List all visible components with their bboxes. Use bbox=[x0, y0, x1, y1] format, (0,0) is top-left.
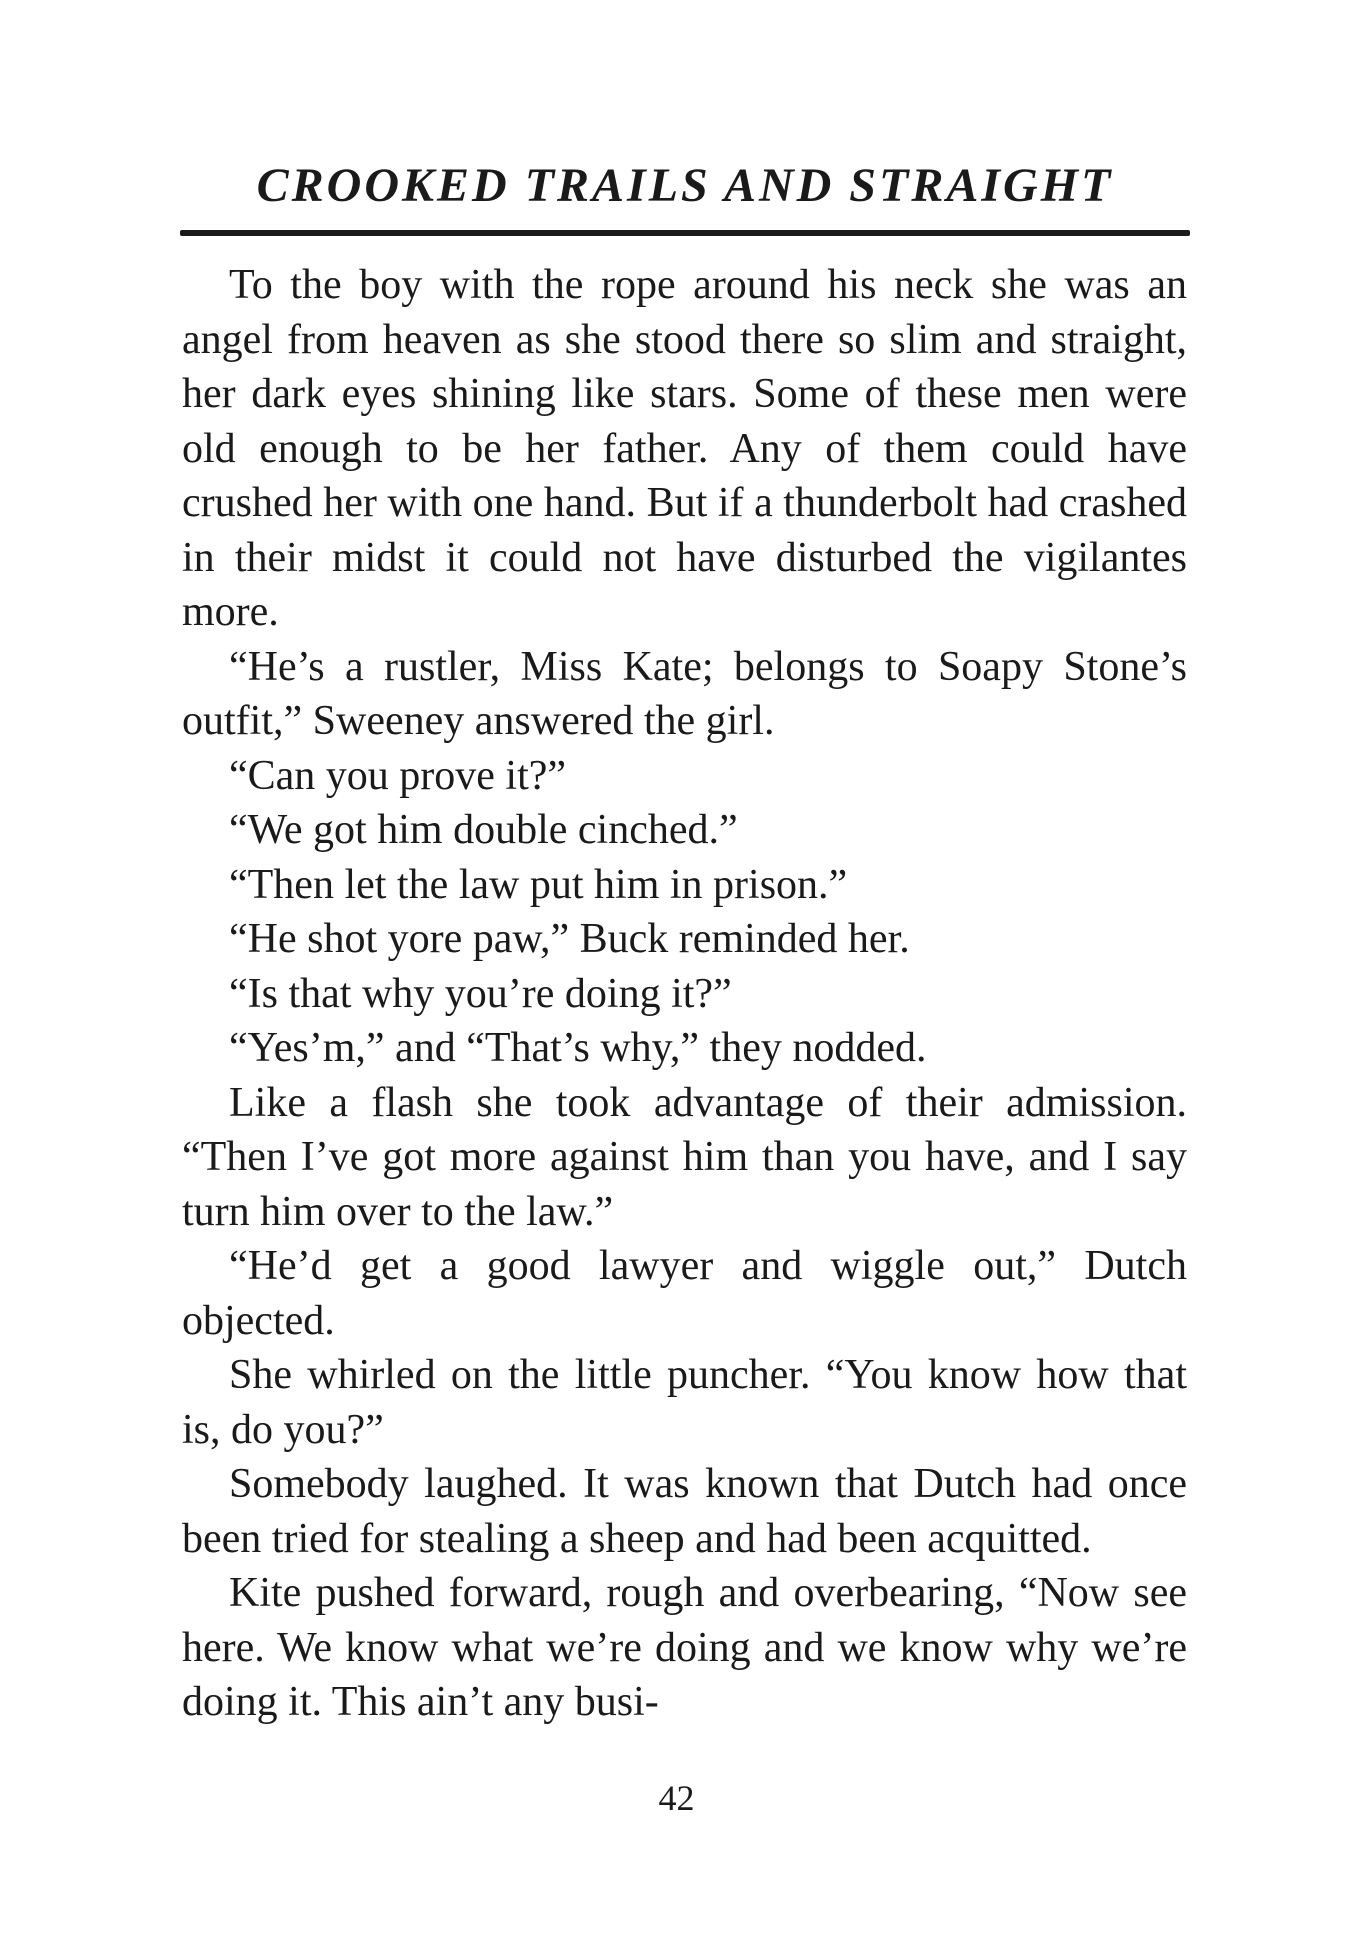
paragraph: “He’d get a good lawyer and wiggle out,” Dutch objected. bbox=[182, 1243, 1187, 1344]
paragraph: “Is that why you’re doing it?” bbox=[229, 970, 732, 1017]
paragraph: Kite pushed forward, rough and overbearing, “Now see here. We know what we’re doing and we know why we’re doing it. This ain’t any busi- bbox=[182, 1570, 1187, 1725]
paragraph: Like a flash she took advantage of their admission. “Then I’ve got more against him than you have, and I say turn him over to the law.” bbox=[182, 1079, 1187, 1235]
paragraph: “He’s a rustler, Miss Kate; belongs to Soapy Stone’s outfit,” Sweeney answered the girl. bbox=[182, 643, 1187, 744]
paragraph: She whirled on the little puncher. “You know how that is, do you?” bbox=[182, 1352, 1187, 1453]
header-rule bbox=[180, 230, 1190, 236]
paragraph: “Yes’m,” and “That’s why,” they nodded. bbox=[229, 1025, 927, 1071]
paragraph: “Can you prove it?” bbox=[229, 752, 567, 799]
paragraph: “We got him double cinched.” bbox=[229, 807, 738, 853]
paragraph: Somebody laughed. It was known that Dutch had once been tried for stealing a sheep and had been acquitted. bbox=[182, 1461, 1187, 1562]
body-text bbox=[182, 258, 1187, 1730]
running-head: CROOKED TRAILS AND STRAIGHT bbox=[256, 159, 1114, 212]
page-number: 42 bbox=[658, 1778, 695, 1818]
paragraph: “He shot yore paw,” Buck reminded her. bbox=[229, 916, 910, 962]
paragraph: To the boy with the rope around his neck she was an angel from heaven as she stood there so slim and straight, her dark eyes shining like stars. Some of these men were old enough to be her father. Any of them could have crushed her with one hand. But if a thunderbolt had crashed in their midst it could not have disturbed the vigilantes more. bbox=[182, 262, 1187, 635]
paragraph: “Then let the law put him in prison.” bbox=[229, 861, 848, 908]
